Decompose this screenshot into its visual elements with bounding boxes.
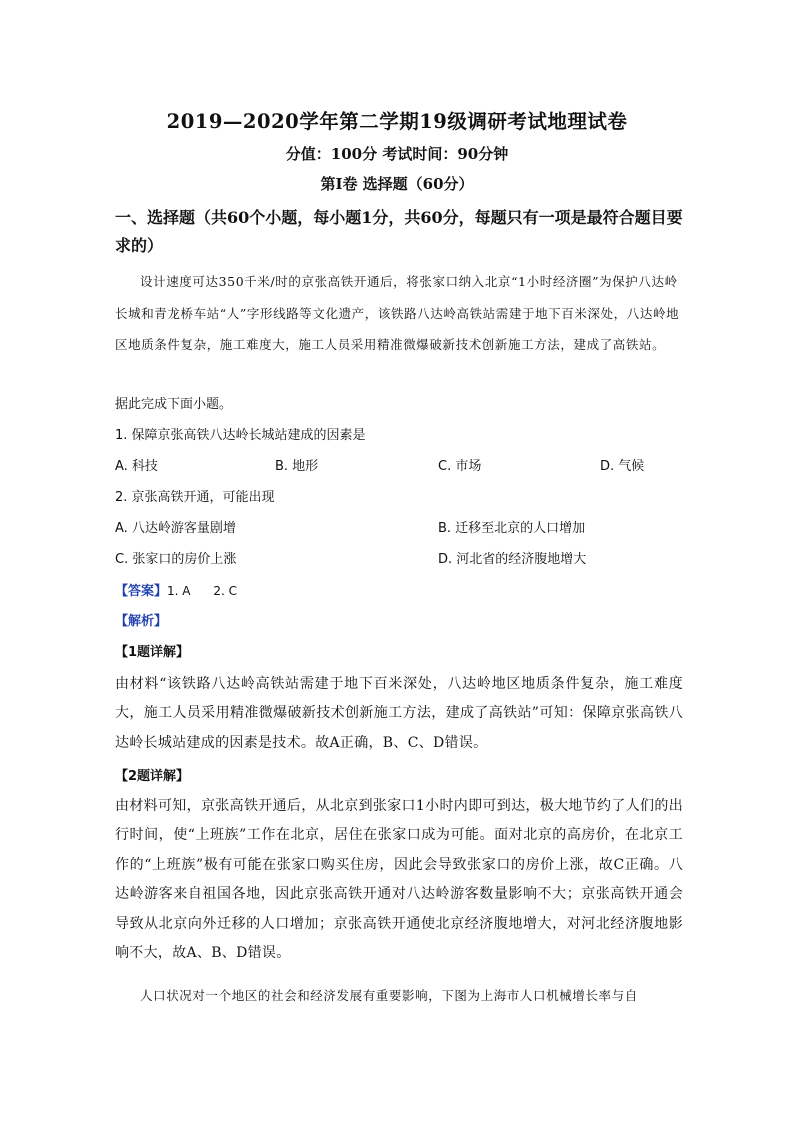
- material-paragraph: 设计速度可达350千米/时的京张高铁开通后，将张家口纳入北京“1小时经济圈”为保护八达岭长城和青龙桥车站“人”字形线路等文化遗产，该铁路八达岭高铁站需建于地下百米深处，八达岭地区地质条件复杂，施工难度大，施工人员采用精准微爆破新技术创新施工方法，建成了高铁站。: [115, 274, 680, 352]
- next-material-paragraph: 人口状况对一个地区的社会和经济发展有重要影响，下图为上海市人口机械增长率与自: [140, 988, 638, 1003]
- question-1-option-d: D. 气候: [600, 459, 645, 474]
- question-1-option-b: B. 地形: [275, 459, 319, 474]
- question-2-stem: 2. 京张高铁开通，可能出现: [115, 490, 275, 505]
- analysis-q1-label-line: [115, 643, 189, 663]
- question-1-stem: 1. 保障京张高铁八达岭长城站建成的因素是: [115, 428, 366, 443]
- analysis-label: 【解析】: [115, 614, 168, 629]
- analysis-q1-text: 由材料“该铁路八达岭高铁站需建于地下百米深处，八达岭地区地质条件复杂，施工难度大，施工人员采用精准微爆破新技术创新施工方法，建成了高铁站”可知：保障京张高铁八达岭长城站建成的因素是技术。故A正确，B、C、D错误。: [115, 676, 683, 751]
- analysis-q2-label: 【2题详解】: [115, 769, 190, 784]
- part-heading: 第Ⅰ卷 选择题（60分）: [320, 175, 474, 193]
- analysis-q2-text: 由材料可知，京张高铁开通后，从北京到张家口1小时内即可到达，极大地节约了人们的出行时间，使“上班族”工作在北京，居住在张家口成为可能。面对北京的高房价，在北京工作的“上班族”极有可能在张家口购买住房，因此会导致张家口的房价上涨，故C正确。八达岭游客来自祖国各地，因此京张高铁开通对八达岭游客数量影响不大；京张高铁开通会导致从北京向外迁移的人口增加；京张高铁开通使北京经济腹地增大，对河北经济腹地影响不大，故A、B、D错误。: [115, 798, 683, 962]
- exam-subtitle: 分值：100分 考试时间：90分钟: [285, 145, 509, 163]
- question-1-option-c: C. 市场: [438, 459, 482, 474]
- question-2-option-a: A. 八达岭游客量剧增: [115, 521, 236, 536]
- analysis-q1-label: 【1题详解】: [115, 645, 190, 660]
- material-prompt: 据此完成下面小题。: [115, 397, 233, 412]
- answer-line: [115, 581, 237, 602]
- section-heading: 一、选择题（共60个小题，每小题1分，共60分，每题只有一项是最符合题目要求的）: [115, 208, 683, 255]
- answer-label: 【答案】: [115, 584, 168, 599]
- exam-title: 2019—2020学年第二学期19级调研考试地理试卷: [166, 110, 628, 133]
- question-2-option-d: D. 河北省的经济腹地增大: [438, 552, 587, 567]
- question-1-option-a: A. 科技: [115, 459, 158, 474]
- question-2-option-b: B. 迁移至北京的人口增加: [438, 521, 586, 536]
- analysis-label-line: [115, 612, 167, 632]
- analysis-q2-label-line: [115, 767, 189, 787]
- question-2-option-c: C. 张家口的房价上涨: [115, 552, 237, 567]
- answer-text: 1. A 2. C: [167, 584, 238, 598]
